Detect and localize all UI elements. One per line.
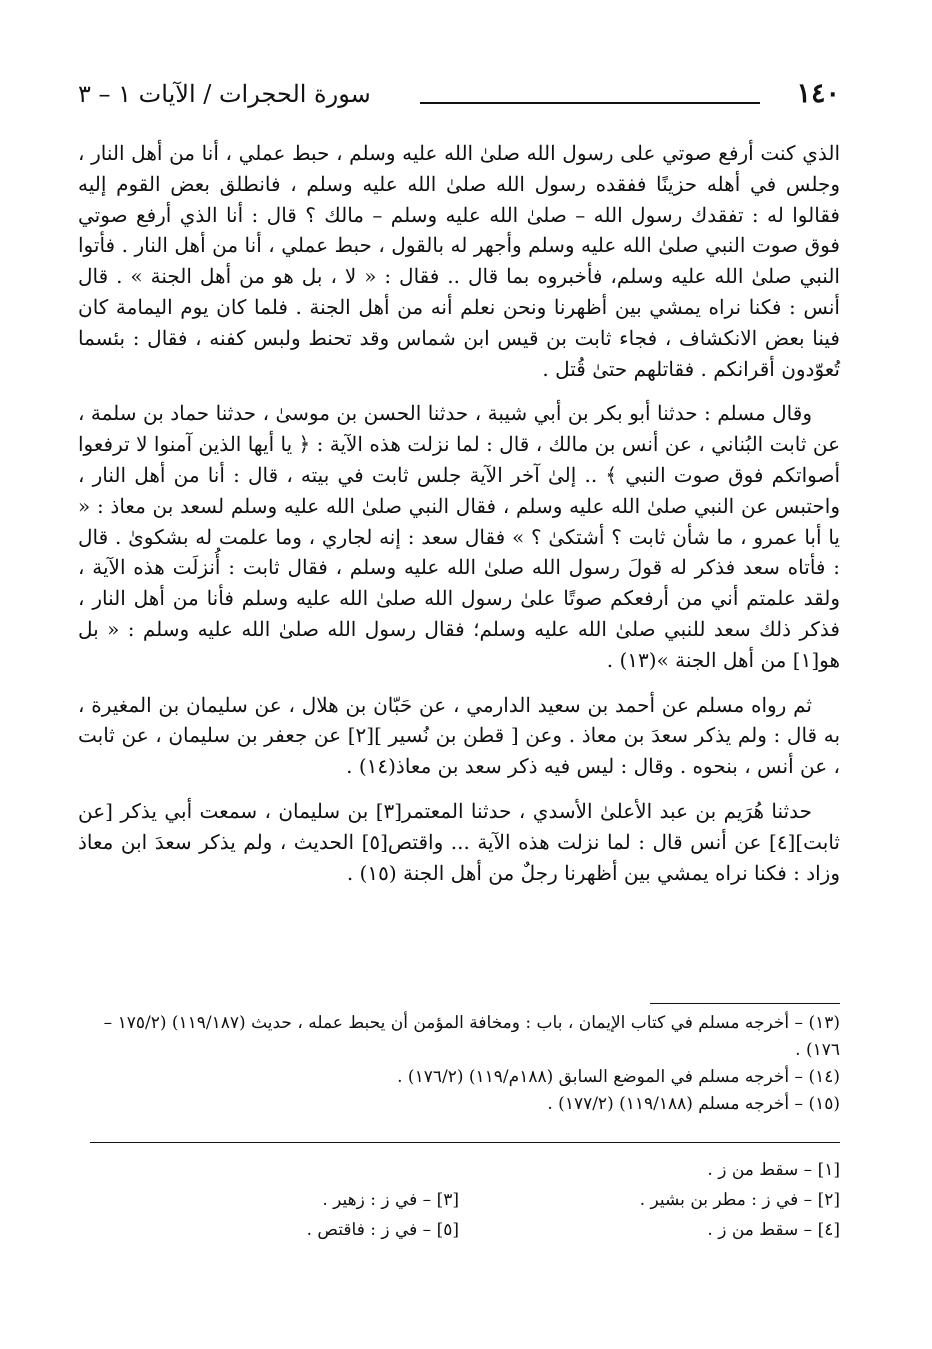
text-note-5: [٥] – في ز : فاقتص . <box>306 1220 459 1240</box>
page-header <box>78 78 840 118</box>
text-note-4: [٤] – سقط من ز . <box>707 1220 840 1240</box>
paragraph-3: ثم رواه مسلم عن أحمد بن سعيد الدارمي ، عن حَبّان بن هلال ، عن سليمان بن المغيرة ، به قال : ولم يذكر سعدَ بن معاذ . وعن [ قطن بن نُسير ][٢] عن جعفر بن سليمان ، عن ثابت ، عن أنس ، بنحوه . وقال : ليس فيه ذكر سعد بن معاذ(١٤) . <box>78 692 841 779</box>
text-notes-row <box>78 1155 840 1185</box>
main-text <box>78 138 840 888</box>
running-title: سورة الحجرات / الآيات ١ – ٣ <box>78 80 371 108</box>
footnotes <box>78 1010 840 1118</box>
paragraph-1: الذي كنت أرفع صوتي على رسول الله صلىٰ الله عليه وسلم ، حبط عملي ، أنا من أهل النار ، وجلس في أهله حزينًا ففقده رسول الله صلىٰ الله عليه وسلم ، فانطلق بعض القوم إليه فقالوا له : تفقدك رسول الله – صلىٰ الله عليه وسلم – مالك ؟ قال : أنا الذي أرفع صوتي فوق صوت النبي صلىٰ الله عليه وسلم وأجهر له بالقول ، حبط عملي ، أنا من أهل النار . فأتوا النبي صلىٰ الله عليه وسلم، فأخبروه بما قال .. فقال : « لا ، بل هو من أهل الجنة » . قال أنس : فكنا نراه يمشي بين أظهرنا ونحن نعلم أنه من أهل الجنة . فلما كان يوم اليمامة كان فينا بعض الانكشاف ، فجاء ثابت بن قيس ابن شماس وقد تحنط ولبس كفنه ، فقال : بئسما تُعوّدون أقرانكم . فقاتلهم حتىٰ قُتل . <box>78 141 841 381</box>
text-note-empty <box>78 1155 459 1185</box>
text-note-3: [٣] – في ز : زهير . <box>322 1190 459 1210</box>
footnote-separator <box>650 1003 840 1004</box>
text-note-2: [٢] – في ز : مطر بن بشير . <box>639 1190 840 1210</box>
text-notes <box>78 1155 840 1245</box>
page-number: ١٤٠ <box>796 78 840 109</box>
text-notes-row <box>78 1215 840 1245</box>
footnote-13: (١٣) – أخرجه مسلم في كتاب الإيمان ، باب : ومخافة المؤمن أن يحبط عمله ، حديث (١١٩/١٨٧) (١٧٥/٢ – ١٧٦) . <box>103 1013 840 1060</box>
header-rule <box>420 102 760 104</box>
footnote-15: (١٥) – أخرجه مسلم (١١٩/١٨٨) (١٧٧/٢) . <box>547 1094 840 1114</box>
footnote-14: (١٤) – أخرجه مسلم في الموضع السابق (١٨٨م/١١٩) (١٧٦/٢) . <box>397 1067 840 1087</box>
text-notes-row <box>78 1185 840 1215</box>
paragraph-2: وقال مسلم : حدثنا أبو بكر بن أبي شيبة ، حدثنا الحسن بن موسىٰ ، حدثنا حماد بن سلمة ، عن ثابت البُناني ، عن أنس بن مالك ، قال : لما نزلت هذه الآية : ﴿ يا أيها الذين آمنوا لا ترفعوا أصواتكم فوق صوت النبي ﴾ .. إلىٰ آخر الآية جلس ثابت في بيته ، قال : أنا من أهل النار ، واحتبس عن النبي صلىٰ الله عليه وسلم ، فقال النبي صلىٰ الله عليه وسلم لسعد بن معاذ : « يا أبا عمرو ، ما شأن ثابت ؟ أشتكىٰ ؟ » فقال سعد : إنه لجاري ، وما علمت له بشكوىٰ . قال : فأتاه سعد فذكر له قولَ رسول الله صلىٰ الله عليه وسلم ، فقال ثابت : أُنزلَت هذه الآية ، ولقد علمتم أني من أرفعكم صوتًا علىٰ رسول الله صلىٰ الله عليه وسلم فأنا من أهل النار ، فذكر ذلك سعد للنبي صلىٰ الله عليه وسلم؛ فقال رسول الله صلىٰ الله عليه وسلم : « بل هو[١] من أهل الجنة »(١٣) . <box>78 401 840 672</box>
text-note-1: [١] – سقط من ز . <box>707 1160 840 1180</box>
text-notes-separator <box>90 1142 840 1143</box>
paragraph-4: حدثنا هُرَيم بن عبد الأعلىٰ الأسدي ، حدثنا المعتمر[٣] بن سليمان ، سمعت أبي يذكر [عن ثابت][٤] عن أنس قال : لما نزلت هذه الآية ... واقتص[٥] الحديث ، ولم يذكر سعدَ ابن معاذ وزاد : فكنا نراه يمشي بين أظهرنا رجلٌ من أهل الجنة (١٥) . <box>78 798 840 885</box>
